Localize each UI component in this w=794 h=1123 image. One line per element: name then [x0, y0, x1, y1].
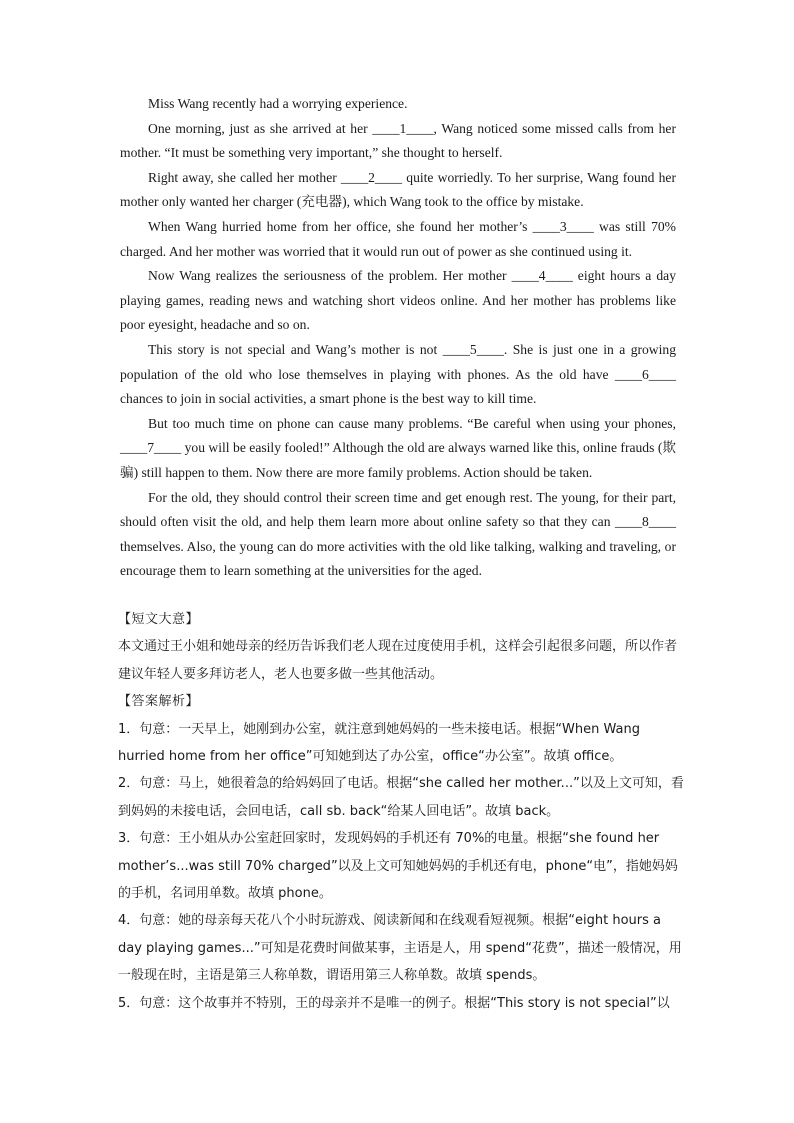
passage-paragraph: When Wang hurried home from her office, she found her mother’s ____3____ was still 70% charged. And her mother was worried that it would run out of power as she continued using it.	[120, 218, 680, 259]
passage-paragraph: Miss Wang recently had a worrying experience.	[148, 96, 408, 111]
cloze-passage	[120, 92, 680, 584]
answer-heading: 【答案解析】	[118, 694, 200, 710]
passage-paragraph: For the old, they should control their screen time and get enough rest. The young, for their part, should often visit the old, and help them learn more about online safety so that they can ____8____ themselves. Also, the young can do more activities with the old like talking, walking and traveling, or encourage them to learn something at the universities for the aged.	[120, 489, 680, 579]
passage-paragraph: Now Wang realizes the seriousness of the problem. Her mother ____4____ eight hours a day playing games, reading news and watching short videos online. And her mother has problems like poor eyesight, headache and so on.	[120, 268, 680, 333]
passage-paragraph: Right away, she called her mother ____2____ quite worriedly. To her surprise, Wang found her mother only wanted her charger (充电器), which Wang took to the office by mistake.	[120, 169, 680, 210]
answer-item: 1．句意：一天早上，她刚到办公室，就注意到她妈妈的一些未接电话。根据“When Wang hurried home from her office”可知她到达了办公室，office“办公室”。故填 office。	[118, 721, 645, 765]
summary-text: 本文通过王小姐和她母亲的经历告诉我们老人现在过度使用手机，这样会引起很多问题，所以作者建议年轻人要多拜访老人，老人也要多做一些其他活动。	[118, 639, 678, 682]
answer-item: 3．句意：王小姐从办公室赶回家时，发现妈妈的手机还有 70%的电量。根据“she found her mother’s...was still 70% charged”以及上文可知她妈妈的手机还有电，phone“电”，指她妈妈的手机，名词用单数。故填 phone。	[118, 831, 678, 902]
answer-item: 5．句意：这个故事并不特别，王的母亲并不是唯一的例子。根据“This story is not special”以	[118, 995, 670, 1011]
answer-item: 2．句意：马上，她很着急的给妈妈回了电话。根据“she called her mother...”以及上文可知，看到妈妈的未接电话，会回电话，call sb. back“给某人回电话”。故填 back。	[118, 776, 684, 819]
passage-paragraph: One morning, just as she arrived at her ____1____, Wang noticed some missed calls from her mother. “It must be something very important,” she thought to herself.	[120, 120, 680, 161]
passage-paragraph: But too much time on phone can cause many problems. “Be careful when using your phones, ____7____ you will be easily fooled!” Although the old are always warned like this, online frauds (欺骗) still happen to them. Now there are more family problems. Action should be taken.	[120, 415, 680, 480]
answer-item: 4．句意：她的母亲每天花八个小时玩游戏、阅读新闻和在线观看短视频。根据“eight hours a day playing games...”可知是花费时间做某事，主语是人，用 spend“花费”，描述一般情况，用一般现在时，主语是第三人称单数，谓语用第三人称单数。故填 spends。	[118, 913, 682, 984]
summary-heading: 【短文大意】	[118, 612, 200, 627]
passage-paragraph: This story is not special and Wang’s mother is not ____5____. She is just one in a growing population of the old who lose themselves in playing with phones. As the old have ____6____ chances to join in social activities, a smart phone is the best way to kill time.	[120, 341, 680, 407]
answer-analysis-section	[118, 606, 684, 1017]
